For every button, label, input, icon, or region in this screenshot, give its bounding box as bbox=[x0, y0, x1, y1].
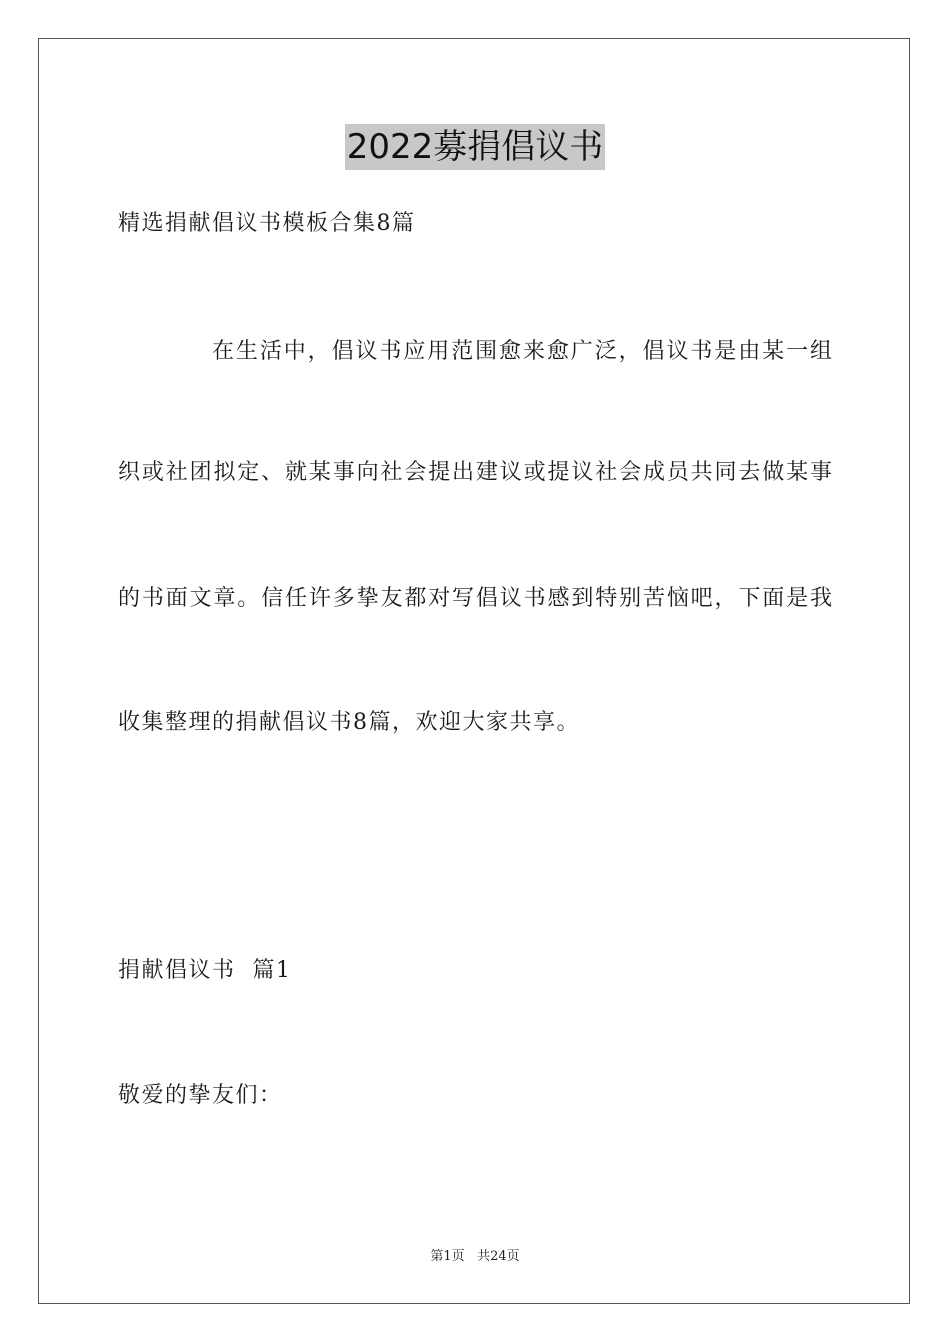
paragraph-line-2: 织或社团拟定、就某事向社会提出建议或提议社会成员共同去做某事 bbox=[118, 460, 832, 485]
section-heading: 捐献倡议书 篇1 bbox=[118, 958, 292, 983]
document-title: 2022募捐倡议书 bbox=[345, 124, 606, 170]
title-container bbox=[0, 124, 950, 170]
document-subtitle: 精选捐献倡议书模板合集8篇 bbox=[118, 211, 416, 236]
paragraph-line-1: 在生活中，倡议书应用范围愈来愈广泛，倡议书是由某一组 bbox=[212, 339, 832, 364]
total-pages: 共24页 bbox=[477, 1249, 520, 1264]
salutation: 敬爱的挚友们： bbox=[118, 1083, 283, 1108]
page-footer bbox=[0, 1248, 950, 1266]
paragraph-line-3: 的书面文章。信任许多挚友都对写倡议书感到特别苦恼吧，下面是我 bbox=[118, 586, 832, 611]
page-number: 第1页 bbox=[430, 1249, 465, 1264]
paragraph-line-4: 收集整理的捐献倡议书8篇，欢迎大家共享。 bbox=[118, 710, 580, 735]
